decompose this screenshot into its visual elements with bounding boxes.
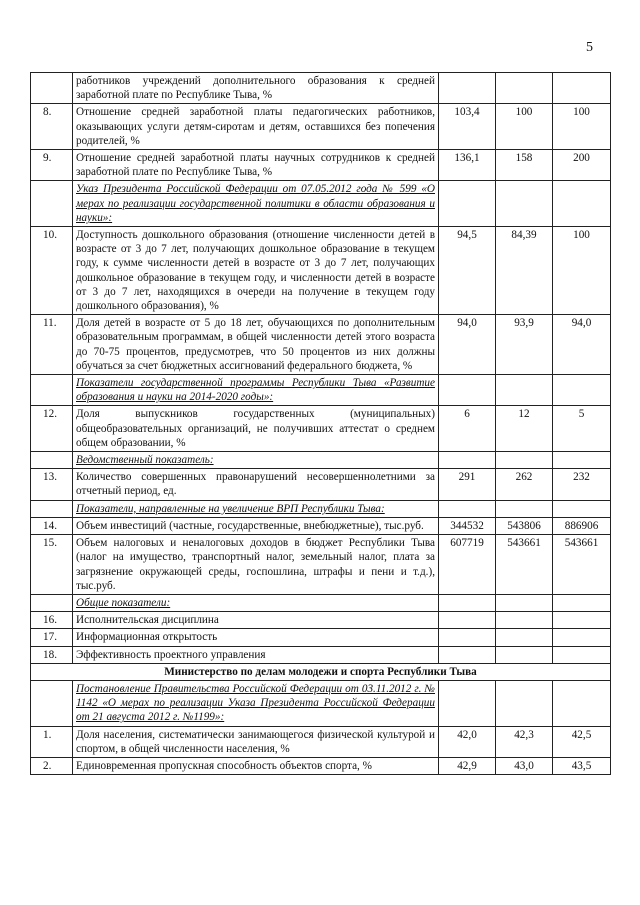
value-2 — [496, 680, 553, 726]
row-number — [31, 680, 73, 726]
value-2 — [496, 612, 553, 629]
row-number — [31, 452, 73, 469]
indicators-table — [30, 72, 611, 775]
value-2: 84,39 — [496, 227, 553, 315]
value-1 — [439, 680, 496, 726]
row-number: 17. — [31, 629, 73, 646]
value-1 — [439, 452, 496, 469]
row-number — [31, 594, 73, 611]
value-2: 543806 — [496, 517, 553, 534]
table-row — [31, 612, 611, 629]
value-1 — [439, 594, 496, 611]
indicator-text: Постановление Правительства Российской Федерации от 03.11.2012 г. № 1142 «О мерах по реализации Указа Президента Российской Федерации от 21 августа 2012 г. №1199»: — [73, 680, 439, 726]
value-1: 607719 — [439, 535, 496, 595]
value-2: 93,9 — [496, 315, 553, 375]
row-number: 15. — [31, 535, 73, 595]
value-2 — [496, 646, 553, 663]
indicator-text: Информационная открытость — [73, 629, 439, 646]
section-row — [31, 594, 611, 611]
indicator-text: Доля выпускников государственных (муниципальных) общеобразовательных организаций, не получивших аттестат о среднем общем образовании, % — [73, 406, 439, 452]
value-3 — [553, 452, 611, 469]
table-row — [31, 646, 611, 663]
value-1 — [439, 629, 496, 646]
value-2 — [496, 181, 553, 227]
value-2: 543661 — [496, 535, 553, 595]
indicator-text: Эффективность проектного управления — [73, 646, 439, 663]
indicator-text: Отношение средней заработной платы научных сотрудников к средней заработной плате по Республике Тыва, % — [73, 150, 439, 181]
indicator-text: Указ Президента Российской Федерации от 07.05.2012 года № 599 «О мерах по реализации государственной политики в области образования и науки»: — [73, 181, 439, 227]
value-3: 94,0 — [553, 315, 611, 375]
value-2 — [496, 594, 553, 611]
row-number: 8. — [31, 104, 73, 150]
value-3: 42,5 — [553, 726, 611, 757]
value-1 — [439, 73, 496, 104]
value-2: 42,3 — [496, 726, 553, 757]
table-row — [31, 315, 611, 375]
value-1 — [439, 646, 496, 663]
indicator-text: Общие показатели: — [73, 594, 439, 611]
value-3: 543661 — [553, 535, 611, 595]
indicator-text: Показатели, направленные на увеличение ВРП Республики Тыва: — [73, 500, 439, 517]
value-2: 12 — [496, 406, 553, 452]
value-1 — [439, 181, 496, 227]
value-1: 94,0 — [439, 315, 496, 375]
value-2: 100 — [496, 104, 553, 150]
row-number: 12. — [31, 406, 73, 452]
indicator-text: Исполнительская дисциплина — [73, 612, 439, 629]
ministry-title: Министерство по делам молодежи и спорта Республики Тыва — [31, 663, 611, 680]
value-1: 344532 — [439, 517, 496, 534]
value-3: 100 — [553, 104, 611, 150]
value-1: 42,0 — [439, 726, 496, 757]
value-3 — [553, 73, 611, 104]
value-2: 43,0 — [496, 757, 553, 774]
value-3: 43,5 — [553, 757, 611, 774]
indicator-text: Показатели государственной программы Республики Тыва «Развитие образования и науки на 2014-2020 годы»: — [73, 375, 439, 406]
table-row — [31, 726, 611, 757]
value-3 — [553, 181, 611, 227]
value-3 — [553, 612, 611, 629]
table-row — [31, 535, 611, 595]
section-row — [31, 452, 611, 469]
section-row — [31, 375, 611, 406]
indicator-text: Доля детей в возрасте от 5 до 18 лет, обучающихся по дополнительным образовательным программам, в общей численности детей этого возраста до 70-75 процентов, предусмотрев, что 50 процентов из них должны обучаться за счет бюджетных ассигнований федерального бюджета, % — [73, 315, 439, 375]
table-row — [31, 73, 611, 104]
row-number: 11. — [31, 315, 73, 375]
row-number: 9. — [31, 150, 73, 181]
value-3 — [553, 375, 611, 406]
value-2 — [496, 375, 553, 406]
indicator-text: Ведомственный показатель: — [73, 452, 439, 469]
value-1 — [439, 612, 496, 629]
value-3: 232 — [553, 469, 611, 500]
row-number — [31, 73, 73, 104]
value-1: 291 — [439, 469, 496, 500]
section-row — [31, 500, 611, 517]
value-2: 262 — [496, 469, 553, 500]
section-row — [31, 181, 611, 227]
indicator-text: Объем налоговых и неналоговых доходов в бюджет Республики Тыва (налог на имущество, транспортный налог, земельный налог, плата за загрязнение окружающей среды, госпошлина, штрафы и пени и т.д.), тыс.руб. — [73, 535, 439, 595]
row-number: 14. — [31, 517, 73, 534]
table-row — [31, 757, 611, 774]
value-3: 5 — [553, 406, 611, 452]
value-2 — [496, 73, 553, 104]
value-3 — [553, 629, 611, 646]
value-3 — [553, 646, 611, 663]
indicator-text: работников учреждений дополнительного образования к средней заработной плате по Республике Тыва, % — [73, 73, 439, 104]
value-3: 100 — [553, 227, 611, 315]
ministry-header-row — [31, 663, 611, 680]
indicator-text: Объем инвестиций (частные, государственные, внебюджетные), тыс.руб. — [73, 517, 439, 534]
indicator-text: Отношение средней заработной платы педагогических работников, оказывающих услуги детям-сиротам и детям, оставшихся без попечения родителей, % — [73, 104, 439, 150]
row-number: 1. — [31, 726, 73, 757]
page-number: 5 — [586, 40, 593, 55]
value-1: 42,9 — [439, 757, 496, 774]
value-3 — [553, 680, 611, 726]
value-2 — [496, 452, 553, 469]
value-1 — [439, 375, 496, 406]
table-row — [31, 469, 611, 500]
value-1: 94,5 — [439, 227, 496, 315]
value-2: 158 — [496, 150, 553, 181]
value-2 — [496, 629, 553, 646]
row-number — [31, 181, 73, 227]
value-1: 103,4 — [439, 104, 496, 150]
row-number: 18. — [31, 646, 73, 663]
value-3: 886906 — [553, 517, 611, 534]
section-row — [31, 680, 611, 726]
row-number: 10. — [31, 227, 73, 315]
value-3: 200 — [553, 150, 611, 181]
table-row — [31, 227, 611, 315]
value-1 — [439, 500, 496, 517]
indicator-text: Доступность дошкольного образования (отношение численности детей в возрасте от 3 до 7 лет, получающих дошкольное образование в текущем году, к сумме численности детей в возрасте от 3 до 7 лет, получающих дошкольное образование в текущем году, и численности детей в возрасте от 3 до 7 лет, находящихся в очереди на получение в текущем году дошкольного образования), % — [73, 227, 439, 315]
indicator-text: Единовременная пропускная способность объектов спорта, % — [73, 757, 439, 774]
table-row — [31, 629, 611, 646]
value-1: 136,1 — [439, 150, 496, 181]
value-2 — [496, 500, 553, 517]
value-1: 6 — [439, 406, 496, 452]
row-number — [31, 375, 73, 406]
indicator-text: Количество совершенных правонарушений несовершеннолетними за отчетный период, ед. — [73, 469, 439, 500]
value-3 — [553, 594, 611, 611]
row-number: 13. — [31, 469, 73, 500]
table-row — [31, 406, 611, 452]
table-row — [31, 517, 611, 534]
table-row — [31, 104, 611, 150]
row-number: 16. — [31, 612, 73, 629]
row-number: 2. — [31, 757, 73, 774]
table-row — [31, 150, 611, 181]
value-3 — [553, 500, 611, 517]
indicator-text: Доля населения, систематически занимающегося физической культурой и спортом, в общей численности населения, % — [73, 726, 439, 757]
row-number — [31, 500, 73, 517]
